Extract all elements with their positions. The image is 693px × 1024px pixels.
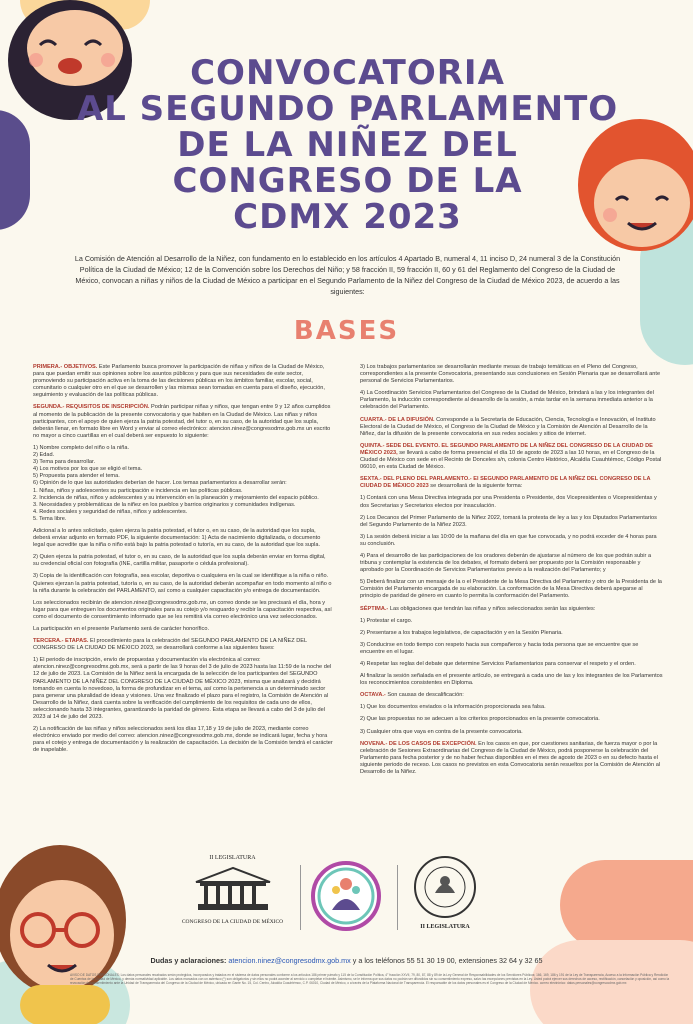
section-tercera: TERCERA.- ETAPAS. El procedimiento para la celebración del SEGUNDO PARLAMENTO DE LA NIÑEZ DEL CONGRESO DE LA CIUDAD DE MÉXICO 2023, se desarrollará conforme a las siguientes fases: — [33, 638, 307, 652]
contact-email-link[interactable]: atencion.ninez@congresodmx.gob.mx — [228, 956, 351, 965]
paragraph: 3) Conducirse en todo tiempo con respeto hacia sus compañeros y hacia toda persona que se encuentre que se encuentre en el lugar. — [360, 641, 639, 655]
list-item: 4) Los motivos por los que se eligió el tema. — [33, 466, 143, 473]
list-item: 1. Niñas, niños y adolescentes su participación e incidencia en las políticas públicas. — [33, 487, 243, 494]
paragraph: 4) La Coordinación Servicios Parlamentarios del Congreso de la Ciudad de México, brindará a las y los integrantes del Parlamento, la inducción correspondiente al desarrollo de la sesión, a más tardar en la semana inmediata anterior a la celebración del Parlamento. — [360, 390, 654, 411]
paragraph: 2) Presentarse a los trabajos legislativos, de capacitación y en la Sesión Plenaria. — [360, 629, 563, 636]
list-item: 5. Tema libre. — [33, 515, 67, 522]
section-quinta: QUINTA.- SEDE DEL EVENTO. EL SEGUNDO PARLAMENTO DE LA NIÑEZ DEL CONGRESO DE LA CIUDAD DE MÉXICO 2023, se llevará a cabo de forma presencial el día 10 de agosto de 2023 a las 10 horas, en el Congreso de la Ciudad de México con sede en el Recinto de Donceles s/n, colonia Centro Histórico, Alcaldía Cuauhtémoc, Código Postal 06010, en esta Ciudad de México. — [360, 442, 662, 471]
contact-line — [0, 956, 693, 965]
paragraph: 2) La notificación de las niñas y niños seleccionados será los días 17,18 y 19 de julio de 2023, mediante correo electrónico enviado por medio del correo: atencion.ninez@congresodmx.gob.mx, donde se indicará lugar, fecha y hora para el cotejo y entrega de documentación y la realización de capacitación. La decisión de la Comisión tendrá el carácter de inapelable. — [33, 726, 333, 754]
paragraph: Los seleccionados recibirán de atencion.ninez@congresodmx.gob.mx, un correo donde se les precisará el día, hora y lugar para que entreguen los documentos originales para su cotejo y/o resguardo y recibir la capacitación respectiva, así como el documento de consentimiento informado que se les remitirá vía correo electrónico una vez seleccionados. — [33, 599, 332, 620]
paragraph: 2) Que las propuestas no se adecuen a los criterios proporcionados en la presente convocatoria. — [360, 716, 600, 723]
paragraph: 5) Deberá finalizar con un mensaje de la o el Presidente de la Mesa Directiva del Parlamento y otro de la Presidenta de la Comisión del Parlamento encargada de su elaboración. La conformación de la Mesa Directiva deberá apegarse al principio de paridad de género en cuanto lo permita la conformación del Parlamento. — [360, 579, 662, 600]
contact-prefix: Dudas y aclaraciones: — [150, 956, 227, 965]
intro-paragraph: La Comisión de Atención al Desarrollo de la Niñez, con fundamento en lo establecido en los artículos 4 Apartado B, numeral 4, 11 inciso D, 24 numeral 3 de la Constitución Política de la Ciudad de México; 12 de la Convención sobre los Derechos del Niño; y 58 fracción II, 59 fracción II, 60 y 61 del Reglamento del Congreso de la Ciudad de México, convocan a niñas y niños de la Ciudad de México a participar en el Segundo Parlamento de la Niñez del Congreso de la Ciudad de México 2023, de acuerdo a las siguientes: — [74, 254, 621, 296]
congreso-logo — [180, 855, 285, 925]
paragraph: 3) Los trabajos parlamentarios se desarrollarán mediante mesas de trabajo temáticas en el Pleno del Congreso, correspondientes a la presente Convocatoria, presentando sus conclusiones en Sesión Plenaria que se desarrollará ante personal de Servicios Parlamentarios. — [360, 364, 661, 385]
section-primera: PRIMERA.- OBJETIVOS. Este Parlamento busca promover la participación de niñas y niños de la Ciudad de México, para que puedan emitir sus opiniones sobre los asuntos públicos y para que sus necesidades de este sector, promoviendo su participación activa en la toma de las decisiones públicas en los ámbitos familiar, escolar, social, comunitario o cualquier otro en el que se desarrollen y las mismas sean tomadas en cuenta para el diseño, ejecución, seguimiento y evaluación de las políticas públicas. — [33, 364, 325, 399]
paragraph: 3) Copia de la identificación con fotografía, sea escolar, deportiva o cualquiera en la cual se identifique a la niña o niño. Quienes ejerzan la patria potestad, tutoría o, en su caso, de la autoridad deberán acompañar en todo momento al niño o la niña durante la celebración del PARLAMENTO, así como a cualquier capacitación y/o entrega de documentación. — [33, 573, 332, 594]
data-privacy-notice: AVISO DE DATOS PERSONALES: Los datos personales recabados serán protegidos, incorporados y tratados en el sistema de datos personales conforme a los artículos 186 primer párrafo y 115 de la Constitución Política, 4° fracción XXVII, 79, 80, 87, 88 y 89 de la Ley General de Responsabilidades de los Servidores Públicos; 166, 169, 186 y 191 de la Ley de Transparencia, Acceso a la Información Pública y Rendición de Cuentas de la Ciudad de México, y demás normatividad aplicable. Los datos marcados con un asterisco (*) son obligatorios y sin ellos no podrá acceder al servicio o completar el trámite. Asimismo, se le informa que sus datos no podrán ser difundidos sin su consentimiento expreso, salvo las excepciones previstas en la Ley. Usted podrá ejercer sus derechos de acceso, rectificación, cancelación y oposición, así como la revocación del consentimiento ante la Unidad de Transparencia del Congreso de la Ciudad de México, ubicada en Gante No. 15, Col. Centro, Alcaldía Cuauhtémoc, C.P. 06010, Ciudad de México, o a través de la Plataforma Nacional de Transparencia. El responsable de los datos personales es el Congreso de la Ciudad de México. correo electrónico: datos.personales@congresocdmx.gob.mx — [70, 973, 670, 985]
list-item: 4. Redes sociales y seguridad de niñas, niños y adolescentes. — [33, 508, 188, 515]
list-item: 1) Nombre completo del niño o la niña. — [33, 444, 130, 451]
paragraph: 1) Que los documentos enviados o la información proporcionada sea falsa. — [360, 704, 546, 711]
section-segunda: SEGUNDA.- REQUISITOS DE INSCRIPCIÓN. Podrán participar niñas y niños, que tengan entre 9 y 12 años cumplidos al momento de la publicación de la presente convocatoria y que habiten en la Ciudad de México. Las niñas y niños participantes, con el apoyo de quien ejerza la patria potestad, del tutor o, en su caso, de la autoridad que los supla, deberán llenar, en formato libre en Word y enviar al correo electrónico: atencion.ninez@congresodmx.gob.mx un escrito no mayor a cinco cuartillas en el cual deberá ser expuesto lo siguiente: — [33, 404, 331, 439]
legislatura-right-label: II LEGISLATURA — [420, 924, 470, 930]
contact-phones: y a los teléfonos 55 51 30 19 00, extensiones 32 64 y 32 65 — [352, 956, 543, 965]
paragraph: 2) Quien ejerza la patria potestad, el tutor o, en su caso, de la autoridad que los supla deberán enviar en forma digital, su credencial oficial con fotografía (INE, cartilla militar, pasaporte o cédula profesional). — [33, 554, 326, 568]
section-cuarta: CUARTA.- DE LA DIFUSIÓN. Corresponde a la Secretaría de Educación, Ciencia, Tecnología e Innovación, el Instituto Electoral de la Ciudad de México, el Congreso de la Ciudad de México y la Comisión de Atención al Desarrollo de la Niñez, dar la difusión de la presente convocatoria en sus redes sociales y sitios de internet. — [360, 416, 656, 437]
list-item: 5) Propuesta para atender el tema. — [33, 473, 120, 480]
requirements-list — [33, 445, 333, 523]
paragraph: 4) Para el desarrollo de las participaciones de los oradores deberán de ajustarse al número de los que podrán subir a tribuna y contemplar la existencia de los debates, el formato deberá ser propuesto por la Comisión responsable y aprobado por la Coordinación de Servicios Parlamentarios previo a la realización del Parlamento; y — [360, 552, 652, 574]
title-line-3: DE LA NIÑEZ DEL — [177, 125, 518, 165]
seal-icon — [413, 855, 477, 919]
bases-heading: BASES — [293, 316, 400, 346]
paragraph: Adicional a lo antes solicitado, quien ejerza la patria potestad, el tutor o, en su caso, de la autoridad que los supla, deberá enviar adjunto en formato PDF, la siguiente documentación: 1) Acta de nacimiento digitalizada, o documento legal que acredite que la niña o niño está bajo la patria potestad o tutoría, en su caso, de la autoridad que los supla. — [33, 527, 321, 549]
section-octava: OCTAVA.- Son causas de descalificación: — [360, 692, 464, 699]
divider-left — [300, 865, 301, 930]
title-line-2: AL SEGUNDO PARLAMENTO — [76, 89, 619, 129]
title-line-5: CDMX 2023 — [233, 197, 462, 237]
poster-title — [60, 55, 635, 235]
logos-row — [0, 855, 693, 940]
list-item: 6) Opinión de lo que las autoridades deberían de hacer. Los temas parlamentarios a desarrollar serán: — [33, 480, 287, 487]
section-novena: NOVENA.- DE LOS CASOS DE EXCEPCIÓN. En los casos en que, por cuestiones sanitarias, de fuerza mayor o por la celebración de Sesiones Extraordinarias del Congreso de la Ciudad de México, podrá posponerse la celebración del Parlamento para fecha posterior y de no haber fechas disponibles en el mes de agosto de 2023 o en su defecto hasta el siguiente periodo de receso. Los casos no previstos en esta Convocatoria serán resueltos por la Comisión de Atención al Desarrollo de la Niñez. — [360, 740, 661, 776]
list-item: 2. Incidencia de niñas, niños y adolescentes y su intervención en la planeación y mejoramiento del espacio público. — [33, 494, 319, 501]
left-column — [33, 364, 333, 760]
paragraph: 1) Protestar el cargo. — [360, 617, 413, 624]
paragraph: 4) Respetar las reglas del debate que determine Servicios Parlamentarios para conservar el respeto y el orden. — [360, 661, 636, 667]
list-item: 2) Edad. — [33, 452, 55, 459]
list-item: 3) Tema para desarrollar. — [33, 459, 96, 466]
right-column — [360, 364, 663, 781]
congress-building-icon — [188, 864, 278, 914]
title-line-1: CONVOCATORIA — [190, 53, 505, 93]
section-septima: SÉPTIMA.- Las obligaciones que tendrán las niñas y niños seleccionados serán las siguientes: — [360, 605, 596, 612]
congreso-label: CONGRESO DE LA CIUDAD DE MÉXICO — [181, 919, 284, 925]
mexico-seal-logo — [405, 855, 485, 930]
title-line-4: CONGRESO DE LA — [172, 161, 523, 201]
parlamento-ninez-logo — [310, 860, 382, 932]
paragraph: 1) El periodo de inscripción, envío de propuestas y documentación vía electrónica al correo: atencion.ninez@congresodmx.gob.mx, será a partir de las 9 horas del 3 de julio de 2023 hasta las 11:59 de la noche del 12 de julio de 2023. La Comisión de la Niñez será la encargada de la selección de los participantes del SEGUNDO PARLAMENTO DE LA NIÑEZ DEL CONGRESO DE LA CIUDAD DE MÉXICO 2023, misma que analizará y decidirá tomando en cuenta lo novedoso, la forma de profundizar en el tema, así como la pertenencia a un determinado sector para generar una pluralidad de ideas y visiones. Una vez finalizado el plazo para el registro, la Comisión de Atención al Desarrollo de la Niñez, dará cuenta sobre la verificación del cumplimiento de los requisitos de cada uno de ellos, seleccionando hasta 33 integrantes, garantizando la paridad de género. Esta etapa se llevará a cabo del 3 de julio del 2023 al 14 de julio del 2023. — [33, 657, 332, 721]
paragraph: 3) La sesión deberá iniciar a las 10:00 de la mañana del día en que fue convocada, y no podrá exceder de 4 horas para su conclusión. — [360, 533, 657, 547]
paragraph: La participación en el presente Parlamento será de carácter honorífico. — [33, 626, 209, 632]
paragraph: 3) Cualquier otra que vaya en contra de la presente convocatoria. — [360, 728, 523, 735]
paragraph: 1) Contará con una Mesa Directiva integrada por una Presidenta o Presidente, dos Vicepresidentes o Vicepresidentas y dos Secretarias y Secretarios electos por insaculación. — [360, 495, 657, 509]
paragraph: 2) Los Decanos del Primer Parlamento de la Niñez 2022, tomará la protesta de ley a las y los Diputados Parlamentarios del Segundo Parlamento de la Niñez 2023. — [360, 514, 657, 528]
list-item: 3. Necesidades y problemáticas de la niñez en los pueblos y barrios originarios y comunidades indígenas. — [33, 501, 296, 508]
paragraph: Al finalizar la sesión señalada en el presente artículo, se entregará a cada uno de las y los integrantes de los Parlamentos los reconocimientos consistentes en Diploma. — [360, 673, 663, 687]
legislatura-top-label: II LEGISLATURA — [209, 855, 256, 861]
section-sexta: SEXTA.- DEL PLENO DEL PARLAMENTO.- El SEGUNDO PARLAMENTO DE LA NIÑEZ DEL CONGRESO DE LA CIUDAD DE MÉXICO 2023 se desarrollará de la siguiente forma: — [360, 476, 651, 490]
divider-right — [397, 865, 398, 930]
